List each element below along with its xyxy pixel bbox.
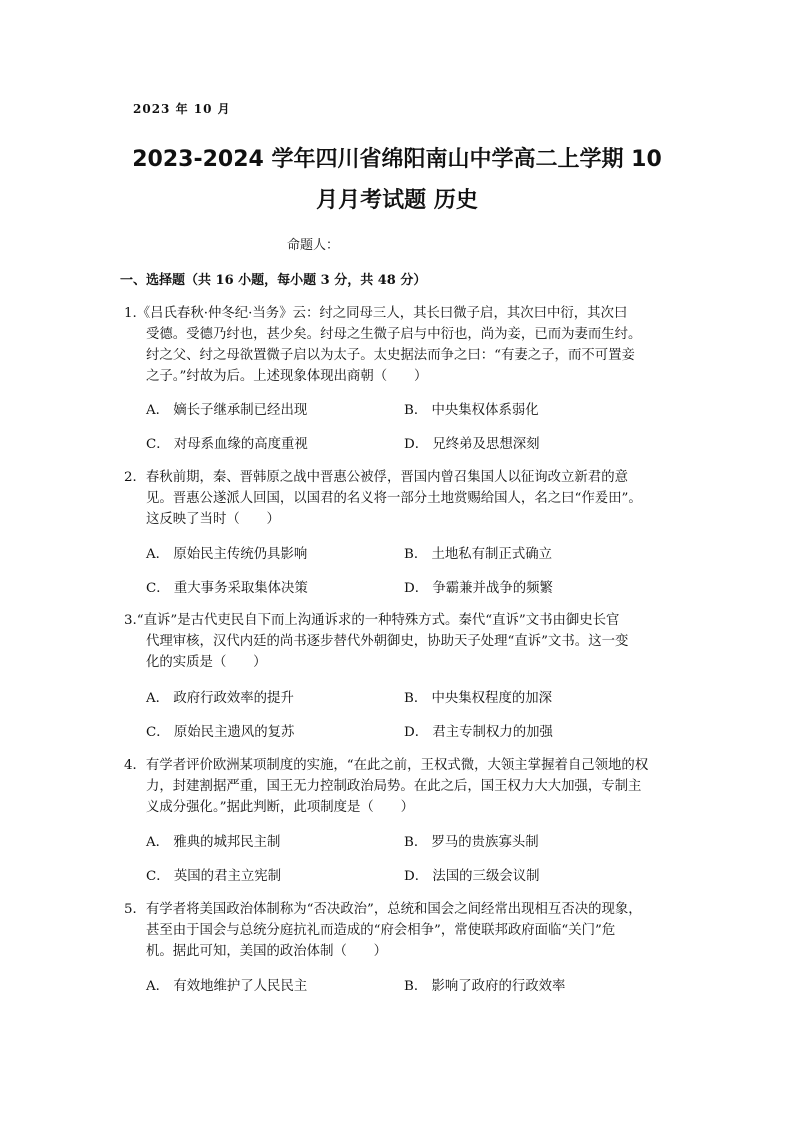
question-2-line-3: 这反映了当时（ ） [146,512,280,527]
question-4-options-row-2 [146,865,706,885]
question-1-options-row-1 [146,399,706,419]
question-3-options-row-2 [146,721,706,741]
question-2-options-row-2 [146,577,706,597]
question-1-option-a: A． 嫡长子继承制已经出现 [146,403,308,418]
question-1-options-row-2 [146,433,706,453]
question-4-line-1: 4．有学者评价欧洲某项制度的实施，“在此之前，王权式微，大领主掌握着自己领地的权 [124,758,649,773]
question-5-option-a: A． 有效地维护了人民民主 [146,979,308,994]
question-4-line-2: 力，封建割据严重，国王无力控制政治局势。在此之后，国王权力大大加强，专制主 [146,779,642,794]
question-1-line-3: 纣之父、纣之母欲置微子启以为太子。太史据法而争之曰：“有妻之子，而不可置妾 [146,348,635,363]
exam-title-line-1: 2023-2024 学年四川省绵阳南山中学高二上学期 10 [132,147,662,172]
question-4-options-row-1 [146,831,706,851]
question-2 [124,467,672,530]
question-3-option-a: A． 政府行政效率的提升 [146,691,294,706]
question-1-option-c: C． 对母系血缘的高度重视 [146,437,308,452]
author-label: 命题人： [287,238,340,253]
question-4-option-b: B． 罗马的贵族寡头制 [404,835,539,850]
question-4-option-d: D． 法国的三级会议制 [404,869,540,884]
question-5-options-row-1 [146,975,706,995]
question-5-line-3: 机。据此可知，美国的政治体制（ ） [146,944,388,959]
question-1-option-b: B． 中央集权体系弱化 [404,403,539,418]
question-1-line-4: 之子。”纣故为后。上述现象体现出商朝（ ） [146,369,428,384]
question-5-line-2: 甚至由于国会与总统分庭抗礼而造成的“府会相争”，常使联邦政府面临“关门”危 [146,923,616,938]
question-4-line-3: 义成分强化。”据此判断，此项制度是（ ） [146,800,414,815]
question-1-line-1: 1.《吕氏春秋·仲冬纪·当务》云：纣之同母三人，其长曰微子启，其次曰中衍，其次曰 [124,306,628,321]
exam-title-line-2: 月月考试题 历史 [316,188,478,213]
question-1 [124,303,672,387]
question-3-option-c: C． 原始民主遗风的复苏 [146,725,295,740]
question-2-option-c: C． 重大事务采取集体决策 [146,581,308,596]
exam-date: 2023 年 10 月 [133,102,231,116]
question-3-option-b: B． 中央集权程度的加深 [404,691,553,706]
question-3-options-row-1 [146,687,706,707]
question-5-line-1: 5．有学者将美国政治体制称为“否决政治”，总统和国会之间经常出现相互否决的现象， [124,902,642,917]
question-2-option-b: B． 土地私有制正式确立 [404,547,553,562]
question-2-option-d: D． 争霸兼并战争的频繁 [404,581,553,596]
question-4 [124,755,672,818]
section-heading: 一、选择题（共 16 小题，每小题 3 分，共 48 分） [120,273,427,288]
question-3-line-2: 代理审核，汉代内廷的尚书逐步替代外朝御史，协助天子处理“直诉”文书。这一变 [146,634,629,649]
question-3-option-d: D． 君主专制权力的加强 [404,725,553,740]
question-5-option-b: B． 影响了政府的行政效率 [404,979,566,994]
question-5 [124,899,672,962]
question-4-option-a: A． 雅典的城邦民主制 [146,835,281,850]
question-3-line-3: 化的实质是（ ） [146,655,267,670]
question-3 [124,610,672,673]
question-2-option-a: A． 原始民主传统仍具影响 [146,547,308,562]
question-3-line-1: 3.“直诉”是古代吏民自下而上沟通诉求的一种特殊方式。秦代“直诉”文书由御史长官 [124,613,620,628]
question-1-option-d: D． 兄终弟及思想深刻 [404,437,540,452]
question-4-option-c: C． 英国的君主立宪制 [146,869,282,884]
question-2-line-1: 2．春秋前期，秦、晋韩原之战中晋惠公被俘，晋国内曾召集国人以征询改立新君的意 [124,470,628,485]
question-1-line-2: 受德。受德乃纣也，甚少矣。纣母之生微子启与中衍也，尚为妾，已而为妻而生纣。 [146,327,642,342]
question-2-options-row-1 [146,543,706,563]
question-2-line-2: 见。晋惠公遂派人回国，以国君的名义将一部分土地赏赐给国人，名之曰“作爰田”。 [146,491,642,506]
